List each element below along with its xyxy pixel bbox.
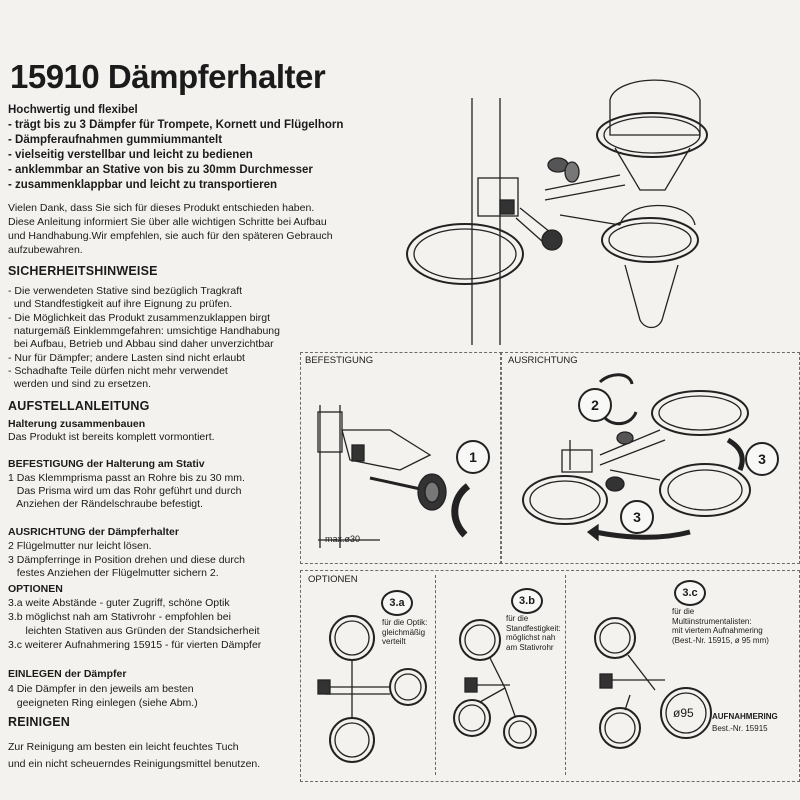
insert-line: geeigneten Ring einlegen (siehe Abm.) [8,697,198,709]
option-3b-note: für die Standfestigkeit: möglichst nah am Stativrohr [506,614,561,652]
mount-line: 1 Das Klemmprisma passt an Rohre bis zu 30 mm. [8,472,245,484]
setup-subheading: Halterung zusammenbauen [8,418,146,430]
safety-line: - Schadhafte Teile dürfen nicht mehr verwendet [8,365,228,377]
align-line: 3 Dämpferringe in Position drehen und diese durch [8,554,245,566]
figure-optionen [300,570,800,782]
clean-heading: REINIGEN [8,715,71,729]
safety-line: werden und sind zu ersetzen. [8,378,152,390]
figure-befestigung-label: BEFESTIGUNG [305,355,374,366]
page-title: 15910 Dämpferhalter [10,58,326,95]
safety-line: naturgemäß Einklemmgefahren: umsichtige Handhabung [8,325,280,337]
mount-line: Das Prisma wird um das Rohr geführt und durch [8,485,242,497]
ring-label: AUFNAHMERING [712,712,778,721]
tube-diameter-label: max.ø30 [325,534,361,544]
option-3b-badge: 3.b [511,588,543,614]
options-line: leichten Stativen aus Gründen der Standsicherheit [8,625,260,637]
options-divider [565,575,566,775]
options-line: 3.c weiterer Aufnahmering 15915 - für vierten Dämpfer [8,639,262,651]
figure-optionen-label: OPTIONEN [308,574,358,585]
options-line: 3.b möglichst nah am Stativrohr - empfohlen bei [8,611,231,623]
align-heading: AUSRICHTUNG der Dämpferhalter [8,526,179,538]
feature-line: - zusammenklappbar und leicht zu transportieren [8,179,278,191]
subtitle: Hochwertig und flexibel [8,104,138,116]
insert-heading: EINLEGEN der Dämpfer [8,668,127,680]
setup-text: Das Produkt ist bereits komplett vormontiert. [8,431,215,443]
insert-line: 4 Die Dämpfer in den jeweils am besten [8,683,194,695]
options-divider [435,575,436,775]
figure-ausrichtung-label: AUSRICHTUNG [508,355,578,366]
option-3c-note: für die Multiinstrumentalisten: mit viertem Aufnahmering (Best.-Nr. 15915, ø 95 mm) [672,607,769,645]
setup-heading: AUFSTELLANLEITUNG [8,399,150,413]
clean-line: und ein nicht scheuerndes Reinigungsmittel benutzen. [8,758,261,770]
step-1-badge: 1 [456,440,490,474]
option-3c-badge: 3.c [674,580,706,606]
intro-line: aufzubewahren. [8,244,83,256]
feature-line: - anklemmbar an Stative von bis zu 30mm Durchmesser [8,164,313,176]
safety-heading: SICHERHEITSHINWEISE [8,264,158,278]
clean-line: Zur Reinigung am besten ein leicht feuchtes Tuch [8,741,239,753]
option-3a-note: für die Optik: gleichmäßig verteilt [382,618,428,646]
options-heading: OPTIONEN [8,583,63,595]
safety-line: bei Aufbau, Betrieb und Abbau sind daher unverzichtbar [8,338,274,350]
mount-line: Anziehen der Rändelschraube befestigt. [8,498,203,510]
option-3a-badge: 3.a [381,590,413,616]
ring-order-number: Best.-Nr. 15915 [712,724,768,733]
step-2-badge: 2 [578,388,612,422]
feature-line: - trägt bis zu 3 Dämpfer für Trompete, Kornett und Flügelhorn [8,119,344,131]
step-3-badge: 3 [620,500,654,534]
mount-heading: BEFESTIGUNG der Halterung am Stativ [8,458,205,470]
step-3-badge: 3 [745,442,779,476]
safety-line: - Nur für Dämpfer; andere Lasten sind nicht erlaubt [8,352,245,364]
intro-line: und Handhabung.Wir empfehlen, sie auch für den späteren Gebrauch [8,230,333,242]
intro-line: Diese Anleitung informiert Sie über alle wichtigen Schritte bei Aufbau [8,216,327,228]
intro-line: Vielen Dank, dass Sie sich für dieses Produkt entschieden haben. [8,202,315,214]
safety-line: - Die verwendeten Stative sind bezüglich Tragkraft [8,285,243,297]
safety-line: - Die Möglichkeit das Produkt zusammenzuklappen birgt [8,312,271,324]
ring-diameter-label: ø95 [673,706,694,720]
safety-line: und Standfestigkeit auf ihre Eignung zu prüfen. [8,298,233,310]
align-line: 2 Flügelmutter nur leicht lösen. [8,540,152,552]
align-line: festes Anziehen der Flügelmutter sichern 2. [8,567,219,579]
options-line: 3.a weite Abstände - guter Zugriff, schöne Optik [8,597,230,609]
feature-line: - Dämpferaufnahmen gummiummantelt [8,134,223,146]
feature-line: - vielseitig verstellbar und leicht zu bedienen [8,149,253,161]
